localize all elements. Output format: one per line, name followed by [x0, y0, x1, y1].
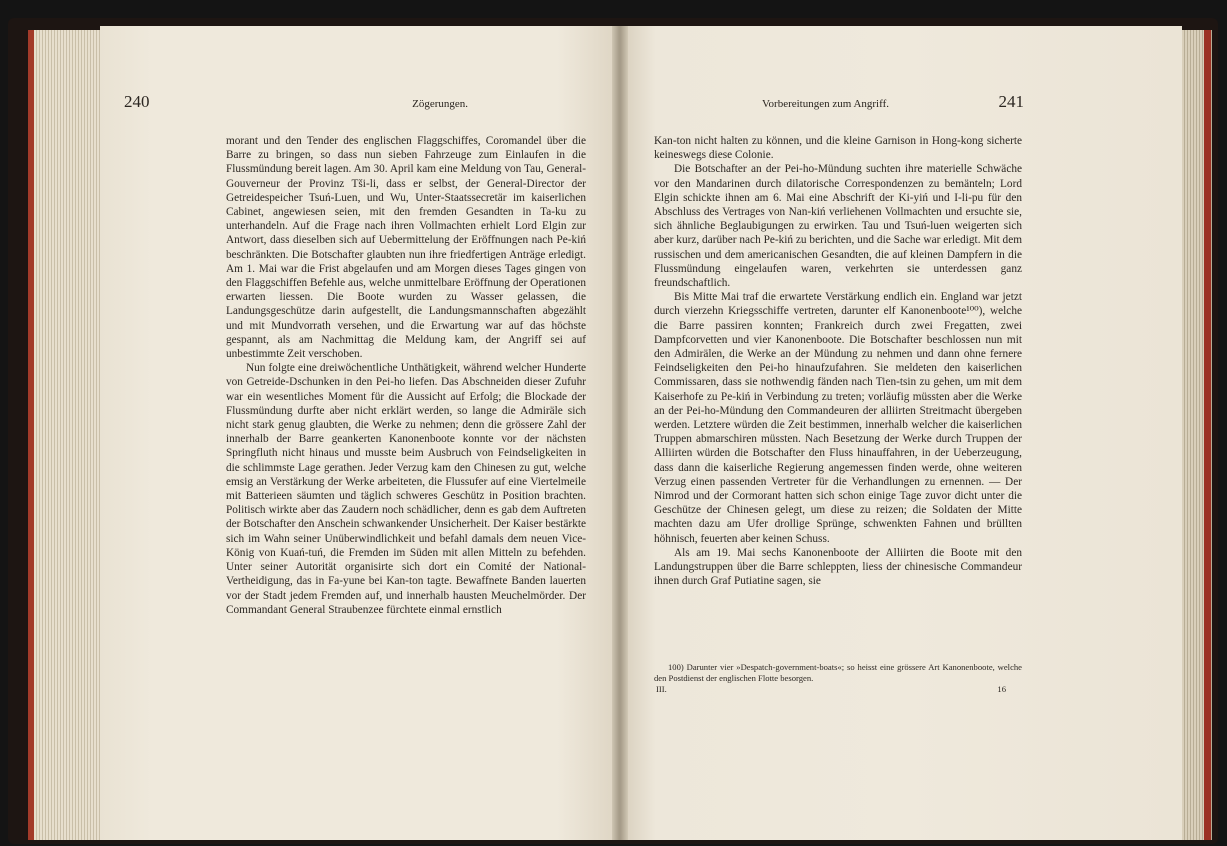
footnote	[654, 662, 1022, 684]
paragraph: morant und den Tender des englischen Flaggschiffes, Coromandel über die Barre zu bringen, so dass nun sieben Fahrzeuge zum Einlaufen in die Flussmündung bereit lagen. Am 30. April kam eine Meldung von Tau, General-Gouverneur der Provinz Tši-li, dass er selbst, der General-Director der Getreidespeicher Tsuń-Luen, und Wu, Unter-Staatssecretär im kaiserlichen Cabinet, angewiesen seien, mit den fremden Gesandten in Ta-ku zu unterhandeln. Auf die Frage nach ihren Vollmachten erhielt Lord Elgin zur Antwort, dass dieselben sich auf Uebermittelung der Eröffnungen nach Pe-kiń beschränkten. Die Botschafter glaubten nun ihre friedfertigen Anträge erledigt. Am 1. Mai war die Frist abgelaufen und am Morgen dieses Tages gingen von den Flaggschiffen Befehle aus, welche unmittelbare Eröffnung der Operationen erwarten liessen. Die Boote wurden zu Wasser gelassen, die Landungsgeschütze darin aufgestellt, die Landungsmannschaften abgezählt und mit Mundvorrath versehen, und die Erwartung war auf das höchste gespannt, als am Nachmittag die Meldung kam, der Angriff sei auf unbestimmte Zeit verschoben.	[226, 135, 586, 361]
signature-number: 16	[997, 684, 1006, 694]
red-edge-right	[1204, 30, 1211, 840]
signature-line	[656, 684, 1006, 694]
book-gutter	[612, 26, 628, 840]
left-running-head	[124, 92, 468, 112]
left-body-text	[226, 134, 586, 617]
paragraph: Die Botschafter an der Pei-ho-Mündung suchten ihre materielle Schwäche vor den Mandarinen durch dilatorische Correspondenzen zu bemänteln; Lord Elgin schickte ihnen am 6. Mai eine Abschrift der Ki-yiń und I-li-pu für den Abschluss des Vertrages von Nan-kiń verliehenen Vollmachten und ersuchte sie, sich ähnliche Beglaubigungen zu erwirken. Tau und Tsuń-luen weigerten sich aber kurz, darüber nach Pe-kiń zu berichten, und die Sache war erledigt. Mit dem russischen und dem americanischen Gesandten, die auf kleinen Dampfern in die Flussmündung eingelaufen waren, verkehrten sie unterdessen ganz freundschaftlich.	[654, 163, 1022, 290]
right-running-head	[762, 92, 1024, 112]
paragraph: Nun folgte eine dreiwöchentliche Unthätigkeit, während welcher Hunderte von Getreide-Dschunken in den Pei-ho liefen. Das Abschneiden dieser Zufuhr war ein wesentliches Moment für die Aussicht auf Erfolg; die Blockade der Flussmündung durfte aber nicht erklärt werden, so lange die Admiräle sich nicht stark genug glaubten, die Werke zu nehmen; denn die grössere Zahl der innerhalb der Barre geankerten Kanonenboote konnte vor der nächsten Springfluth nicht hinaus und musste beim Ausbruch von Feindseligkeiten in die schlimmste Lage gerathen. Jeder Verzug kam den Chinesen zu gut, welche emsig an Verstärkung der Werke arbeiteten, die Flussufer auf eine Viertelmeile mit Batterieen säumten und täglich schweres Geschütz in Position brachten. Politisch wirkte aber das Zaudern noch schädlicher, denn es gab dem Auftreten der Botschafter den Anschein schwankender Unsicherheit. Der Kaiser bestärkte sich im Wahn seiner Unüberwindlichkeit und befahl damals dem neuen Vice-König von Kuań-tuń, die Fremden im Süden mit allen Mitteln zu befehden. Unter seiner Autorität organisirte sich dort ein Comité der National-Vertheidigung, das in Fa-yune bei Kan-ton tagte. Bewaffnete Banden lauerten vor der Stadt jedem Fremden auf, und innerhalb hausten Meuchelmörder. Der Commandant General Straubenzee fürchtete einmal ernstlich	[226, 362, 586, 616]
footnote-text: 100) Darunter vier »Despatch-government-boats«; so heisst eine grössere Art Kanonenboote, welche den Postdienst der englischen Flotte besorgen.	[654, 662, 1022, 683]
paragraph: Kan-ton nicht halten zu können, und die kleine Garnison in Hong-kong sicherte keineswegs diese Colonie.	[654, 135, 1022, 162]
red-edge-left	[28, 30, 34, 840]
page-edges-left	[28, 30, 108, 840]
right-body-text	[654, 134, 1022, 589]
signature-mark: III.	[656, 684, 667, 694]
left-page-number: 240	[124, 92, 150, 111]
right-running-title: Vorbereitungen zum Angriff.	[762, 98, 889, 110]
paragraph: Bis Mitte Mai traf die erwartete Verstärkung endlich ein. England war jetzt durch vierzehn Kriegsschiffe vertreten, darunter elf Kanonenboote¹⁰⁰), welche die Barre passiren konnten; Frankreich durch zwei Fregatten, zwei Dampfcorvetten und vier Kanonenboote. Die Botschafter beschlossen nun mit den Admirälen, die Werke an der Mündung zu nehmen und dann ohne fernere Feindseligkeiten den Pei-ho hinaufzufahren. Sie meldeten den kaiserlichen Commissaren, dass sie nothwendig fänden nach Tien-tsin zu gehen, um mit dem Kaiserhofe zu Pe-kiń in Verbindung zu treten; vorläufig müssten aber die Werke an der Pei-ho-Mündung den Commandeuren der alliirten Streitmacht übergeben werden. Letztere würden die Zeit bestimmen, innerhalb welcher die kaiserlichen Truppen abmarschiren müssten. Nach Besetzung der Werke durch Truppen der Alliirten würden die Botschafter den Fluss hinauffahren, in der Ueberzeugung, dass dann die kaiserliche Regierung angemessen finden werde, ohne weiteren Verzug einen passenden Vertreter für die Verhandlungen zu ernennen. — Der Nimrod und der Cormorant hatten sich schon einige Tage zuvor dicht unter die Geschütze der Chinesen gelegt, um diese zu reizen; die Soldaten der Mitte machten dazu am Ufer drollige Sprünge, schwenkten Fahnen und brüllten höhnisch, feuerten aber keinen Schuss.	[654, 291, 1022, 545]
left-running-title: Zögerungen.	[412, 98, 468, 110]
paragraph: Als am 19. Mai sechs Kanonenboote der Alliirten die Boote mit den Landungstruppen über die Barre schleppten, liess der chinesische Commandeur ihnen durch Graf Putiatine sagen, sie	[654, 546, 1022, 588]
right-page-number: 241	[998, 92, 1024, 111]
